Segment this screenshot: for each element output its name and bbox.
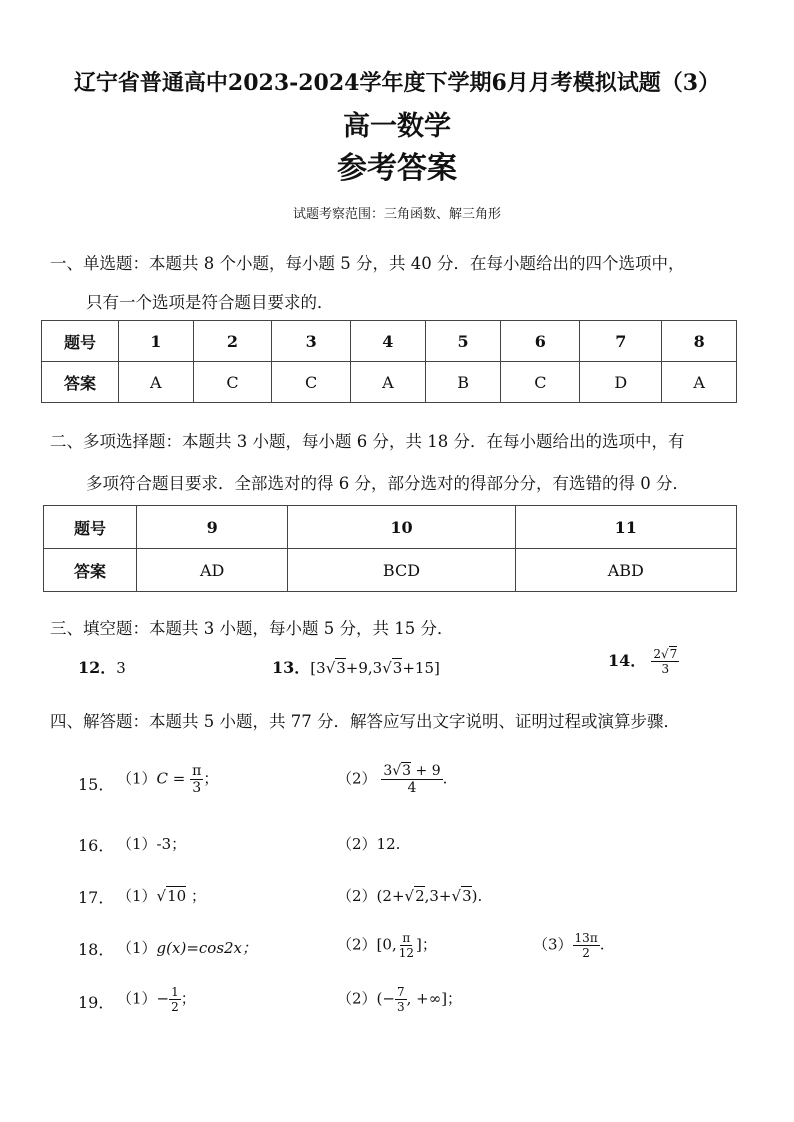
numerator: + 9 bbox=[411, 763, 441, 779]
question-number: 2 bbox=[193, 321, 272, 362]
sqrt-symbol bbox=[382, 659, 392, 677]
q17-part2 bbox=[337, 885, 482, 906]
answer-cell: C bbox=[193, 362, 272, 403]
part-label: （2） bbox=[337, 769, 377, 788]
answer-text: . bbox=[442, 769, 448, 788]
section2-answer-table bbox=[43, 505, 737, 592]
answer-cell: A bbox=[119, 362, 194, 403]
section3-heading: 三、填空题：本题共 3 小题，每小题 5 分，共 15 分． bbox=[50, 619, 454, 638]
denominator: 3 bbox=[396, 1000, 405, 1014]
q12-answer bbox=[78, 655, 126, 678]
question-number: 16． bbox=[78, 836, 115, 855]
numerator: 7 bbox=[396, 985, 405, 999]
fraction bbox=[169, 986, 181, 1013]
answer-cell: C bbox=[501, 362, 580, 403]
fraction bbox=[573, 932, 600, 959]
q15-part1 bbox=[117, 764, 218, 795]
sqrt-symbol bbox=[157, 887, 167, 905]
answer-label: 答案 bbox=[42, 362, 119, 403]
radicand: 3 bbox=[392, 659, 403, 677]
sqrt-symbol bbox=[326, 659, 336, 677]
denominator: 2 bbox=[582, 946, 590, 960]
radicand: 3 bbox=[462, 887, 472, 905]
answer-cell: A bbox=[662, 362, 737, 403]
question-number: 1 bbox=[119, 321, 194, 362]
fraction bbox=[651, 648, 679, 675]
sqrt-symbol bbox=[392, 763, 401, 779]
answer-text: C = bbox=[156, 769, 186, 788]
part-label: （2）[0, bbox=[337, 935, 397, 954]
part-label: （1） bbox=[117, 939, 157, 957]
radicand: 10 bbox=[167, 887, 187, 905]
question-number: 15． bbox=[78, 775, 115, 794]
numerator: π bbox=[402, 931, 411, 945]
part-label: （1） bbox=[117, 769, 157, 788]
question-number: 8 bbox=[662, 321, 737, 362]
answer-text: [3 bbox=[310, 659, 326, 677]
part-label: （2）(2+ bbox=[337, 887, 405, 905]
section4-heading: 四、解答题：本题共 5 小题，共 77 分．解答应写出文字说明、证明过程或演算步骤． bbox=[50, 712, 680, 731]
answer-text: , +∞]； bbox=[406, 989, 463, 1008]
part-label: （1） bbox=[117, 887, 157, 905]
question-number: 11 bbox=[515, 506, 736, 549]
question-number-label: 题号 bbox=[44, 506, 137, 549]
radicand: 7 bbox=[669, 647, 678, 661]
numerator: 2 bbox=[653, 647, 662, 661]
q16-part1: （1）-3； bbox=[117, 835, 187, 853]
radicand: 2 bbox=[415, 887, 425, 905]
question-number: 12． bbox=[78, 658, 117, 677]
part-label: （2）(− bbox=[337, 989, 395, 1008]
table-row bbox=[44, 549, 737, 592]
radicand: 3 bbox=[336, 659, 346, 677]
denominator: 3 bbox=[192, 780, 202, 796]
question-number: 10 bbox=[288, 506, 515, 549]
sqrt-symbol bbox=[661, 647, 669, 661]
numerator: π bbox=[192, 763, 202, 779]
part-label: （3） bbox=[533, 935, 573, 954]
answer-text: . bbox=[599, 935, 605, 954]
answer-text: ； bbox=[203, 769, 219, 788]
doc-type-title: 参考答案 bbox=[337, 151, 457, 186]
part-label: （1） bbox=[117, 989, 157, 1008]
answer-cell: C bbox=[272, 362, 351, 403]
radicand: 3 bbox=[402, 763, 412, 779]
fraction bbox=[397, 932, 416, 959]
answer-text: ； bbox=[180, 989, 196, 1008]
question-number: 4 bbox=[351, 321, 426, 362]
answer-text: − bbox=[156, 989, 170, 1008]
q18-part3 bbox=[533, 932, 604, 959]
q13-answer bbox=[272, 655, 440, 678]
question-number: 13． bbox=[272, 658, 311, 677]
sqrt-symbol bbox=[452, 887, 462, 905]
answer-text: ,3+ bbox=[424, 887, 452, 905]
answer-cell: A bbox=[351, 362, 426, 403]
denominator: 3 bbox=[661, 662, 670, 676]
section1-heading: 一、单选题：本题共 8 个小题，每小题 5 分，共 40 分．在每小题给出的四个选项中， bbox=[50, 254, 685, 273]
question-number: 7 bbox=[580, 321, 662, 362]
numerator: 13π bbox=[574, 931, 598, 945]
numerator: 3 bbox=[383, 763, 393, 779]
numerator: 1 bbox=[171, 985, 179, 999]
section1-heading-cont: 只有一个选项是符合题目要求的． bbox=[86, 293, 334, 312]
q18-part1 bbox=[117, 937, 257, 958]
q17-part1 bbox=[117, 885, 206, 906]
question-number: 3 bbox=[272, 321, 351, 362]
fraction bbox=[395, 986, 407, 1013]
answer-cell: ABD bbox=[515, 549, 736, 592]
answer-text: g(x)=cos2x； bbox=[156, 939, 258, 957]
section2-heading-cont: 多项符合题目要求．全部选对的得 6 分，部分选对的得部分分，有选错的得 0 分． bbox=[86, 474, 689, 493]
table-row bbox=[42, 321, 737, 362]
table-row bbox=[42, 362, 737, 403]
question-number: 19． bbox=[78, 993, 115, 1012]
answer-cell: B bbox=[425, 362, 501, 403]
question-number: 17． bbox=[78, 888, 115, 907]
question-number: 18． bbox=[78, 940, 115, 959]
sqrt-symbol bbox=[405, 887, 415, 905]
question-number: 14． bbox=[608, 651, 647, 670]
q19-part1 bbox=[117, 986, 196, 1013]
question-number: 5 bbox=[425, 321, 501, 362]
answer-text: 3 bbox=[116, 659, 126, 677]
subject-title: 高一数学 bbox=[343, 111, 451, 142]
q15-part2 bbox=[337, 764, 447, 795]
answer-text: +15] bbox=[402, 659, 440, 677]
fraction bbox=[190, 764, 203, 795]
answer-label: 答案 bbox=[44, 549, 137, 592]
q16-part2: （2）12. bbox=[337, 835, 401, 853]
answer-text: +9,3 bbox=[345, 659, 383, 677]
denominator: 4 bbox=[407, 780, 417, 796]
answer-cell: AD bbox=[137, 549, 288, 592]
question-number-label: 题号 bbox=[42, 321, 119, 362]
q19-part2 bbox=[337, 986, 462, 1013]
section2-heading: 二、多项选择题：本题共 3 小题，每小题 6 分，共 18 分．在每小题给出的选项中，有 bbox=[50, 432, 685, 451]
question-number: 6 bbox=[501, 321, 580, 362]
exam-scope: 试题考察范围：三角函数、解三角形 bbox=[292, 207, 501, 222]
answer-text: ). bbox=[471, 887, 483, 905]
denominator: 12 bbox=[398, 946, 414, 960]
table-row bbox=[44, 506, 737, 549]
answer-text: ]； bbox=[416, 935, 437, 954]
answer-cell: BCD bbox=[288, 549, 515, 592]
denominator: 2 bbox=[171, 1000, 179, 1014]
q18-part2 bbox=[337, 932, 437, 959]
answer-cell: D bbox=[580, 362, 662, 403]
answer-text: ； bbox=[186, 887, 206, 905]
fraction bbox=[381, 764, 442, 795]
section1-answer-table bbox=[41, 320, 737, 403]
question-number: 9 bbox=[137, 506, 288, 549]
exam-title: 辽宁省普通高中2023-2024学年度下学期6月月考模拟试题（3） bbox=[73, 70, 721, 96]
q14-answer bbox=[608, 648, 679, 675]
